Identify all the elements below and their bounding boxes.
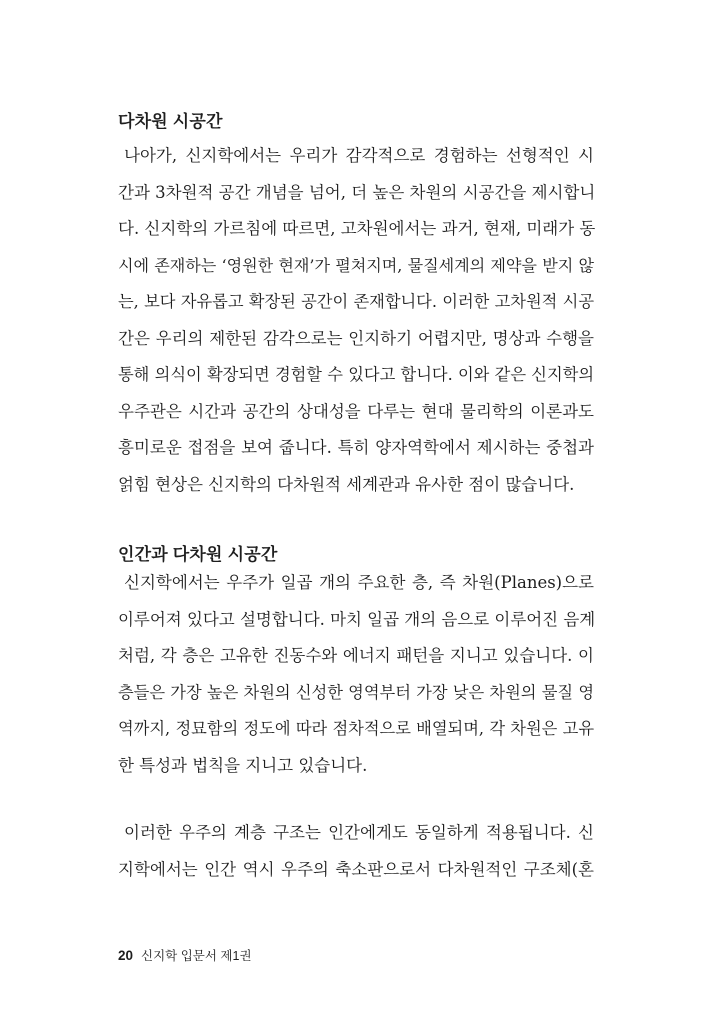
text-line: 얽힘 현상은 신지학의 다차원적 세계관과 유사한 점이 많습니다. bbox=[118, 474, 575, 494]
text-line: 다. 신지학의 가르침에 따르면, 고차원에서는 과거, 현재, 미래가 동 bbox=[118, 219, 596, 238]
text-line: 층들은 가장 높은 차원의 신성한 영역부터 가장 낮은 차원의 물질 영 bbox=[118, 682, 594, 702]
text-line: 간과 3차원적 공간 개념을 넘어, 더 높은 차원의 시공간을 제시합니 bbox=[118, 182, 596, 202]
text-line: 통해 의식이 확장되면 경험할 수 있다고 합니다. 이와 같은 신지학의 bbox=[118, 365, 594, 384]
text-line: 는, 보다 자유롭고 확장된 공간이 존재합니다. 이러한 고차원적 시공 bbox=[118, 292, 594, 311]
section-heading-multidimensional-spacetime: 다차원 시공간 bbox=[118, 112, 223, 131]
book-title: 신지학 입문서 제1권 bbox=[141, 949, 252, 963]
text-line: 나아가, 신지학에서는 우리가 감각적으로 경험하는 선형적인 시 bbox=[124, 146, 594, 165]
text-line: 시에 존재하는 ‘영원한 현재’가 펼쳐지며, 물질세계의 제약을 받지 않 bbox=[118, 255, 594, 275]
paragraph-human-structure bbox=[118, 815, 594, 888]
text-line: 흥미로운 접점을 보여 줍니다. 특히 양자역학에서 제시하는 중첩과 bbox=[118, 438, 594, 457]
text-line: 이루어져 있다고 설명합니다. 마치 일곱 개의 음으로 이루어진 음계 bbox=[118, 609, 596, 629]
text-line: 우주관은 시간과 공간의 상대성을 다루는 현대 물리학의 이론과도 bbox=[118, 401, 594, 421]
text-line: 한 특성과 법칙을 지니고 있습니다. bbox=[118, 755, 368, 775]
text-line: 이러한 우주의 계층 구조는 인간에게도 동일하게 적용됩니다. 신 bbox=[124, 823, 594, 842]
paragraph-seven-planes bbox=[118, 565, 594, 784]
page-number: 20 bbox=[118, 948, 134, 963]
text-line: 처럼, 각 층은 고유한 진동수와 에너지 패턴을 지니고 있습니다. 이 bbox=[118, 646, 594, 665]
section-heading-human-and-multidimensional-spacetime: 인간과 다차원 시공간 bbox=[118, 545, 278, 564]
text-line: 지학에서는 인간 역시 우주의 축소판으로서 다차원적인 구조체(혼 bbox=[118, 859, 594, 879]
text-line: 신지학에서는 우주가 일곱 개의 주요한 층, 즉 차원(Planes)으로 bbox=[124, 573, 594, 592]
paragraph-multidimensional-spacetime bbox=[118, 138, 594, 503]
text-line: 간은 우리의 제한된 감각으로는 인지하기 어렵지만, 명상과 수행을 bbox=[118, 328, 594, 348]
page-footer bbox=[118, 946, 252, 964]
text-line: 역까지, 정묘함의 정도에 따라 점차적으로 배열되며, 각 차원은 고유 bbox=[118, 719, 594, 738]
